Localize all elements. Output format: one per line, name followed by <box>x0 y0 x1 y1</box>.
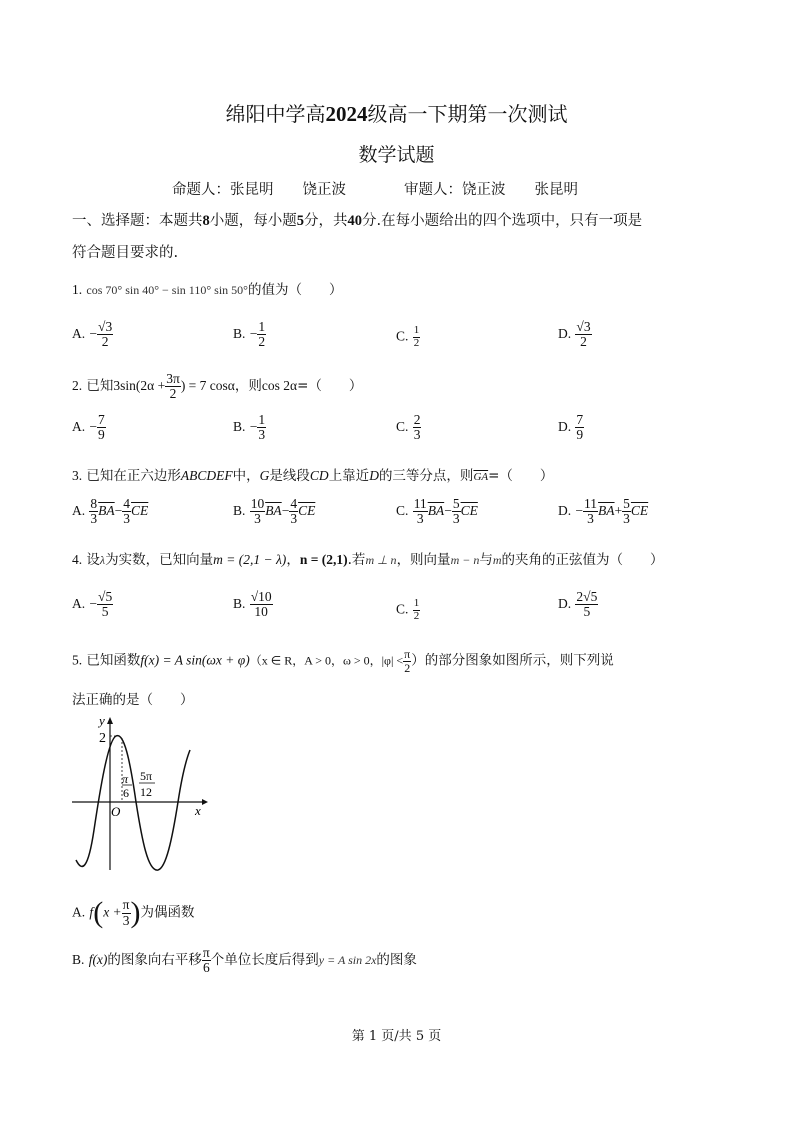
q3-option-a[interactable]: A. $\frac{8}{3}$ $\overline{BA}-$ $\frac{4}{3}$ $\overline{CE}$ <box>72 496 149 527</box>
q5-option-a[interactable]: A. f(x + $\frac{\pi}{3}$ )为偶函数 <box>72 896 195 929</box>
question-5-line2: 法正确的是（ ） <box>72 692 194 708</box>
q3-option-c[interactable]: C. $\frac{11}{3}$ $\overline{BA}-$ $\frac{5}{3}$ $\overline{CE}$ <box>396 496 478 527</box>
q4-option-a[interactable]: A. − $\frac{√5}{5}$ <box>72 589 113 620</box>
question-2: 2. 已知3sin(2α + $\frac{3\pi}{2}$ ) = 7 cosα，则cos 2α=（ ） <box>72 371 363 402</box>
y-axis-label: y <box>99 713 105 728</box>
question-3: 3. 已知在正六边形ABCDEF中，G是线段CD上靠近D的三等分点，则$\overline{GA}=$（ ） <box>72 468 554 484</box>
q4-option-c[interactable]: C. $\frac{1}{2}$ <box>396 597 420 622</box>
q2-option-d[interactable]: D. $\frac{7}{9}$ <box>558 412 584 443</box>
x-axis-label: x <box>195 803 201 818</box>
q1-option-a[interactable]: A. − $\frac{√3}{2}$ <box>72 319 113 350</box>
q5-option-b[interactable]: B. f(x)的图象向右平移 $\frac{\pi}{6}$ 个单位长度后得到y = A sin 2x的图象 <box>72 945 417 976</box>
q2-option-b[interactable]: B. − $\frac{1}{3}$ <box>233 412 266 443</box>
q1-option-c[interactable]: C. $\frac{1}{2}$ <box>396 324 420 349</box>
peak-label: 2 <box>99 731 106 746</box>
author-line: 命题人：张昆明 饶正波 审题人：饶正波 张昆明 <box>172 182 578 198</box>
q1-option-b[interactable]: B. − $\frac{1}{2}$ <box>233 319 266 350</box>
x-axis-arrow <box>202 799 208 805</box>
q2-option-c[interactable]: C. $\frac{2}{3}$ <box>396 412 421 443</box>
question-1: 1. cos 70° sin 40° − sin 110° sin 50°的值为（ ） <box>72 282 343 298</box>
exam-subtitle: 数学试题 <box>358 144 435 166</box>
q4-option-b[interactable]: B. $\frac{√10}{10}$ <box>233 589 272 620</box>
q3-option-d[interactable]: D. − $\frac{11}{3}$ $\overline{BA}+$ $\frac{5}{3}$ $\overline{CE}$ <box>558 496 649 527</box>
q3-option-b[interactable]: B. $\frac{10}{3}$ $\overline{BA}-$ $\frac{4}{3}$ $\overline{CE}$ <box>233 496 316 527</box>
question-4: 4. 设λ为实数，已知向量m = (2,1 − λ)，n = (2,1).若m ⊥ n，则向量m − n与m的夹角的正弦值为（ ） <box>72 552 664 568</box>
page-footer: 第 1 页/共 5 页 <box>351 1029 442 1044</box>
section-instructions-line2: 符合题目要求的. <box>72 245 179 261</box>
tick-pi-over-6-den: 6 <box>123 786 129 800</box>
q4-option-d[interactable]: D. $\frac{2√5}{5}$ <box>558 589 598 620</box>
sine-curve <box>76 736 190 870</box>
origin-label: O <box>111 804 121 819</box>
tick-pi-over-6-num: π <box>122 772 129 786</box>
exam-title: 绵阳中学高2024级高一下期第一次测试 <box>225 102 568 126</box>
tick-5pi-over-12-num: 5π <box>140 769 153 783</box>
y-axis-arrow <box>107 717 113 724</box>
section-instructions: 一、选择题：本题共8小题，每小题5分，共40分.在每小题给出的四个选项中，只有一项是 <box>72 213 643 229</box>
function-graph <box>66 710 211 878</box>
q2-option-a[interactable]: A. − $\frac{7}{9}$ <box>72 412 105 443</box>
tick-5pi-over-12-den: 12 <box>140 785 152 799</box>
question-5: 5. 已知函数f(x) = A sin(ωx + φ)（x ∈ R，A > 0，ω > 0，|φ| < $\frac{\pi}{2}$ ）的部分图象如图所示，则下列说 <box>72 647 614 675</box>
q1-option-d[interactable]: D. $\frac{√3}{2}$ <box>558 319 591 350</box>
